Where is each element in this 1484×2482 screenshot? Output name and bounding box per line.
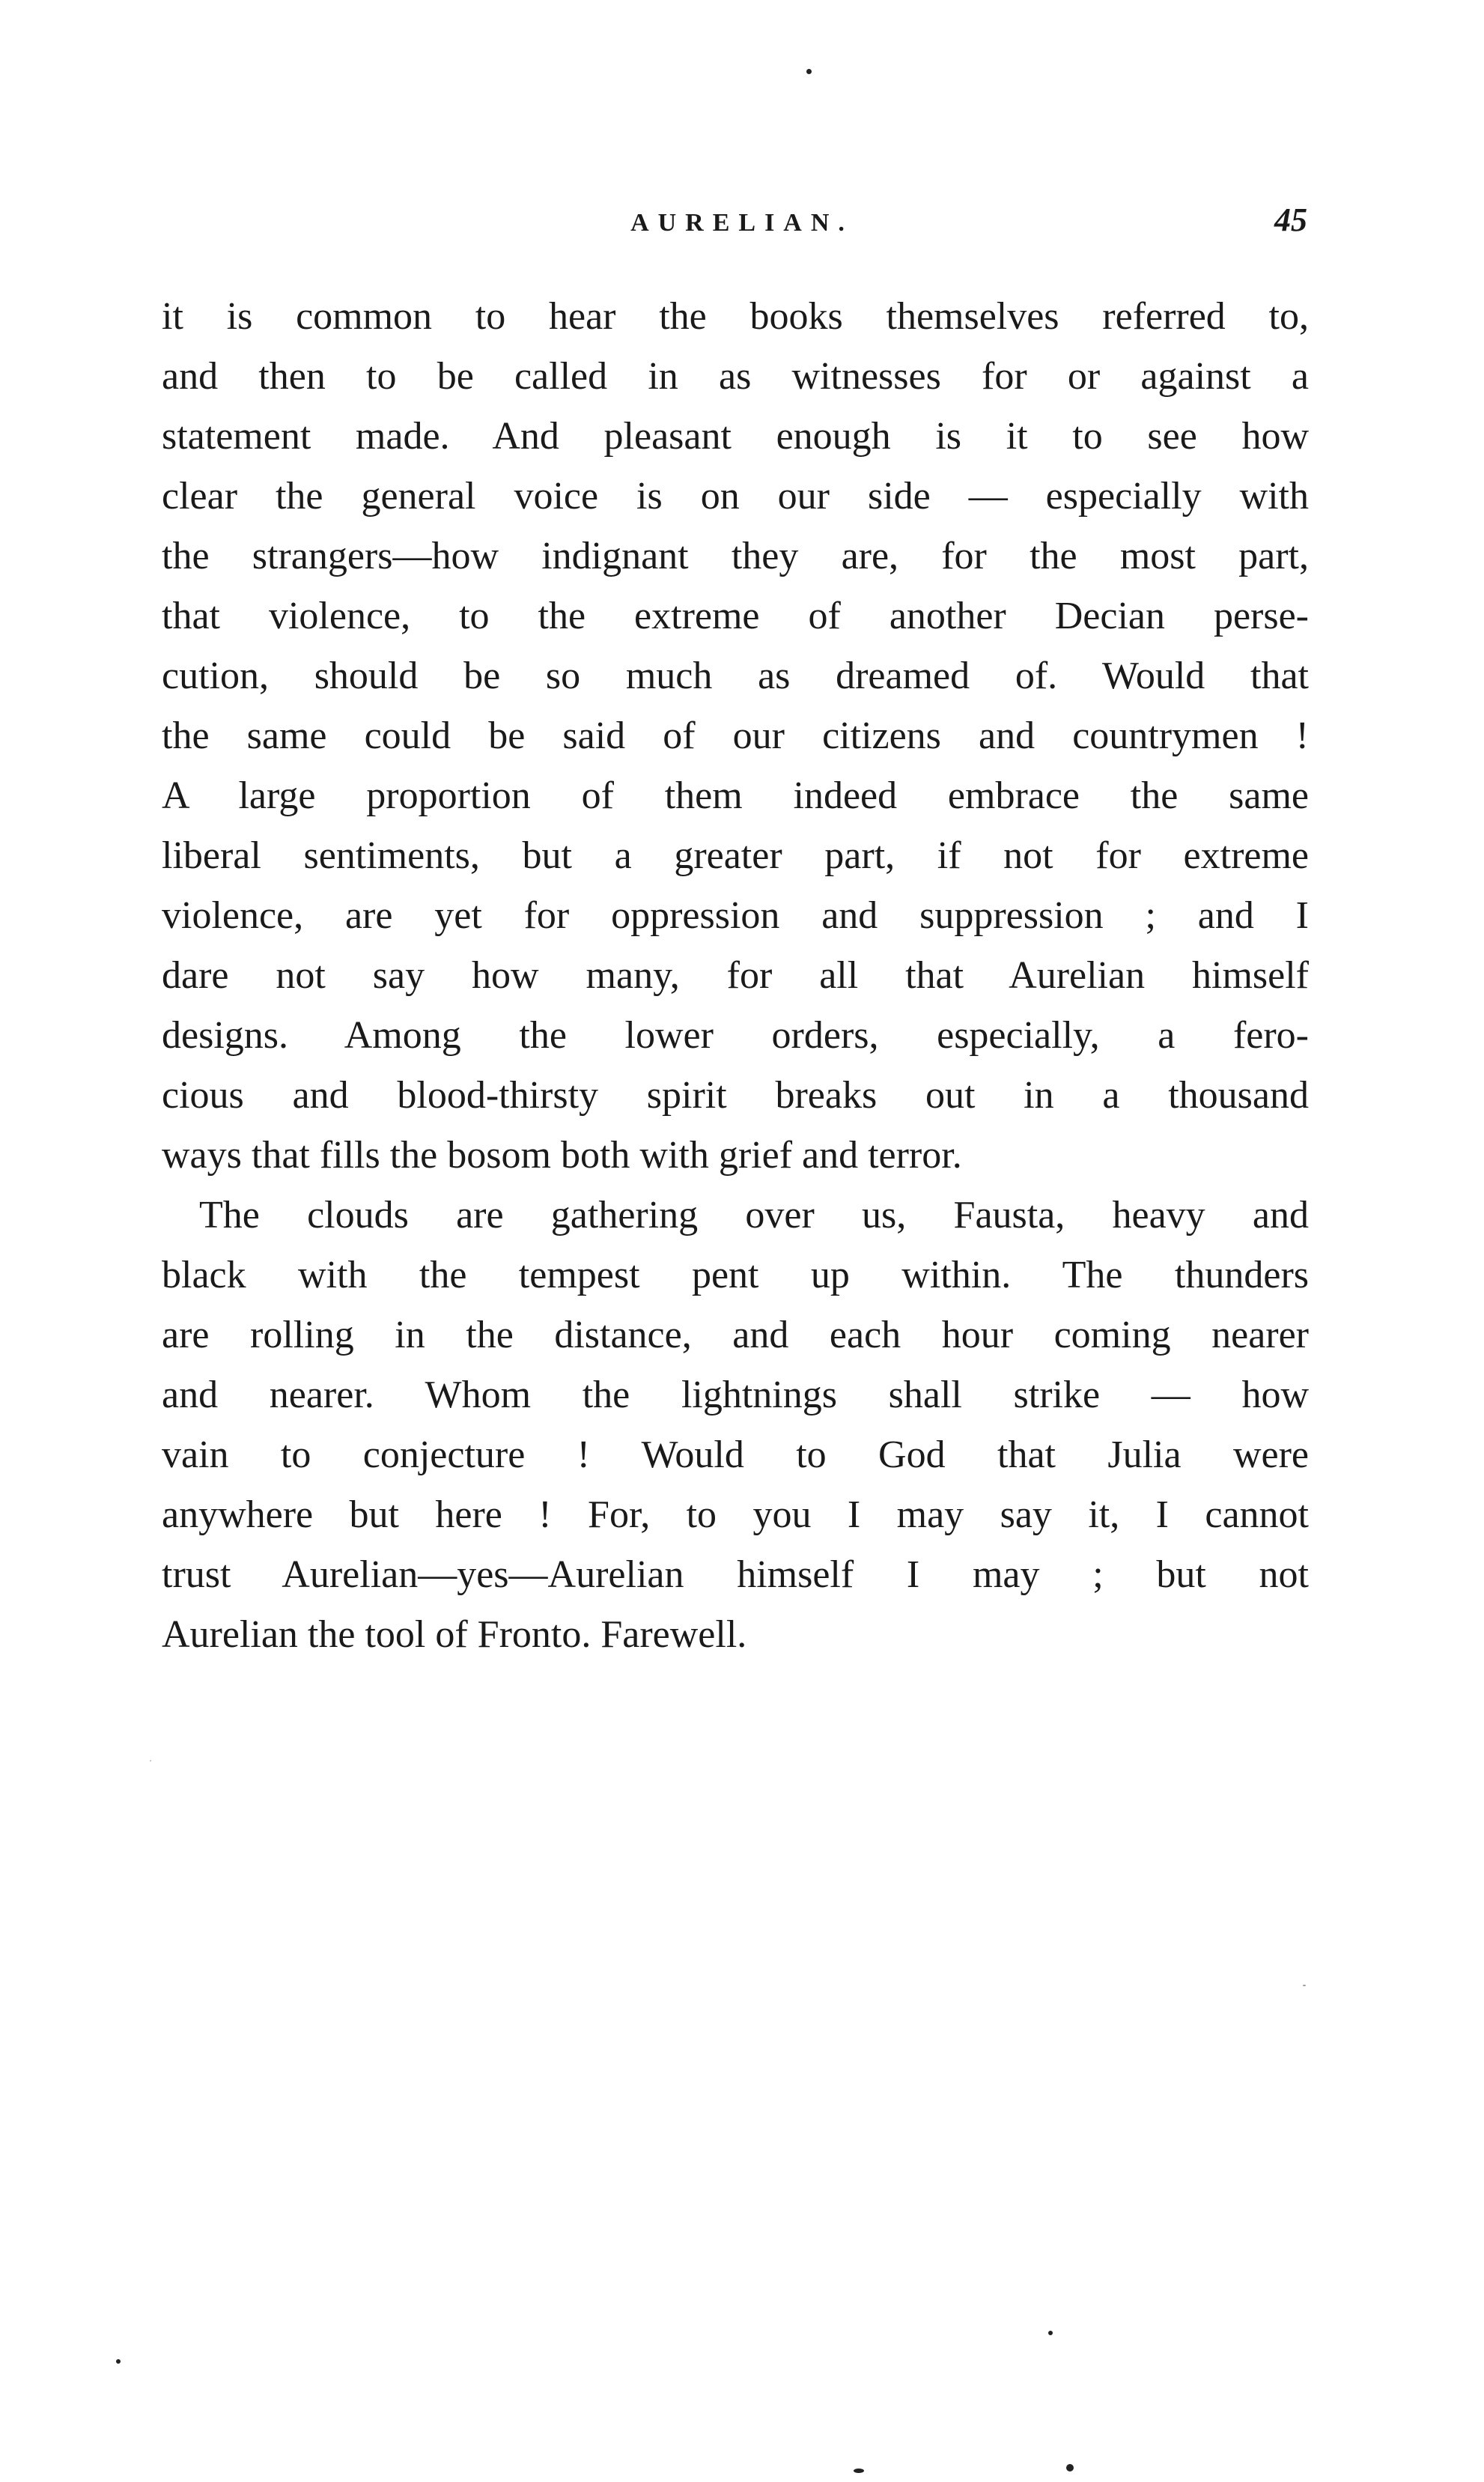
text-line: cious and blood-thirsty spirit breaks out in a thousand bbox=[162, 1074, 1309, 1117]
ink-speck bbox=[116, 2359, 121, 2364]
text-line: black with the tempest pent up within. The thunders bbox=[162, 1254, 1309, 1296]
text-line: and nearer. Whom the lightnings shall strike — how bbox=[162, 1374, 1309, 1416]
text-line: the strangers—how indignant they are, for the most part, bbox=[162, 535, 1309, 577]
ink-speck bbox=[806, 69, 812, 74]
text-line: clear the general voice is on our side — especially with bbox=[162, 475, 1309, 518]
text-line: dare not say how many, for all that Aurelian himself bbox=[162, 954, 1309, 997]
text-line: violence, are yet for oppression and suppression ; and I bbox=[162, 894, 1309, 937]
running-title: AURELIAN. bbox=[630, 209, 854, 237]
text-line: statement made. And pleasant enough is it to see how bbox=[162, 415, 1309, 458]
page-number: 45 bbox=[1274, 201, 1307, 238]
text-line: trust Aurelian—yes—Aurelian himself I may ; but not bbox=[162, 1553, 1309, 1596]
text-line: ways that fills the bosom both with grief and terror. bbox=[162, 1134, 962, 1177]
ink-speck bbox=[150, 1760, 151, 1762]
text-line: vain to conjecture ! Would to God that Julia were bbox=[162, 1433, 1309, 1476]
text-line: cution, should be so much as dreamed of. Would that bbox=[162, 655, 1309, 697]
text-line: designs. Among the lower orders, especially, a fero- bbox=[162, 1014, 1309, 1057]
paragraph bbox=[162, 287, 1309, 1186]
text-line: and then to be called in as witnesses for or against a bbox=[162, 355, 1309, 398]
ink-speck bbox=[1066, 2464, 1074, 2472]
ink-speck bbox=[1048, 2331, 1053, 2335]
text-line: liberal sentiments, but a greater part, if not for extreme bbox=[162, 834, 1309, 877]
text-line: the same could be said of our citizens and countrymen ! bbox=[162, 714, 1309, 757]
running-head bbox=[162, 201, 1322, 246]
text-line: anywhere but here ! For, to you I may say it, I cannot bbox=[162, 1493, 1309, 1536]
text-line: The clouds are gathering over us, Fausta, heavy and bbox=[199, 1194, 1309, 1237]
text-line: A large proportion of them indeed embrace the same bbox=[162, 774, 1309, 817]
text-line: are rolling in the distance, and each hour coming nearer bbox=[162, 1314, 1309, 1356]
text-line: Aurelian the tool of Fronto. Farewell. bbox=[162, 1613, 747, 1656]
text-line: it is common to hear the books themselves referred to, bbox=[162, 295, 1309, 338]
paragraph bbox=[162, 1186, 1309, 1665]
text-line: that violence, to the extreme of another Decian perse- bbox=[162, 595, 1309, 637]
ink-speck bbox=[1303, 1985, 1306, 1986]
ink-speck bbox=[854, 2469, 864, 2473]
body-text bbox=[162, 287, 1309, 1665]
